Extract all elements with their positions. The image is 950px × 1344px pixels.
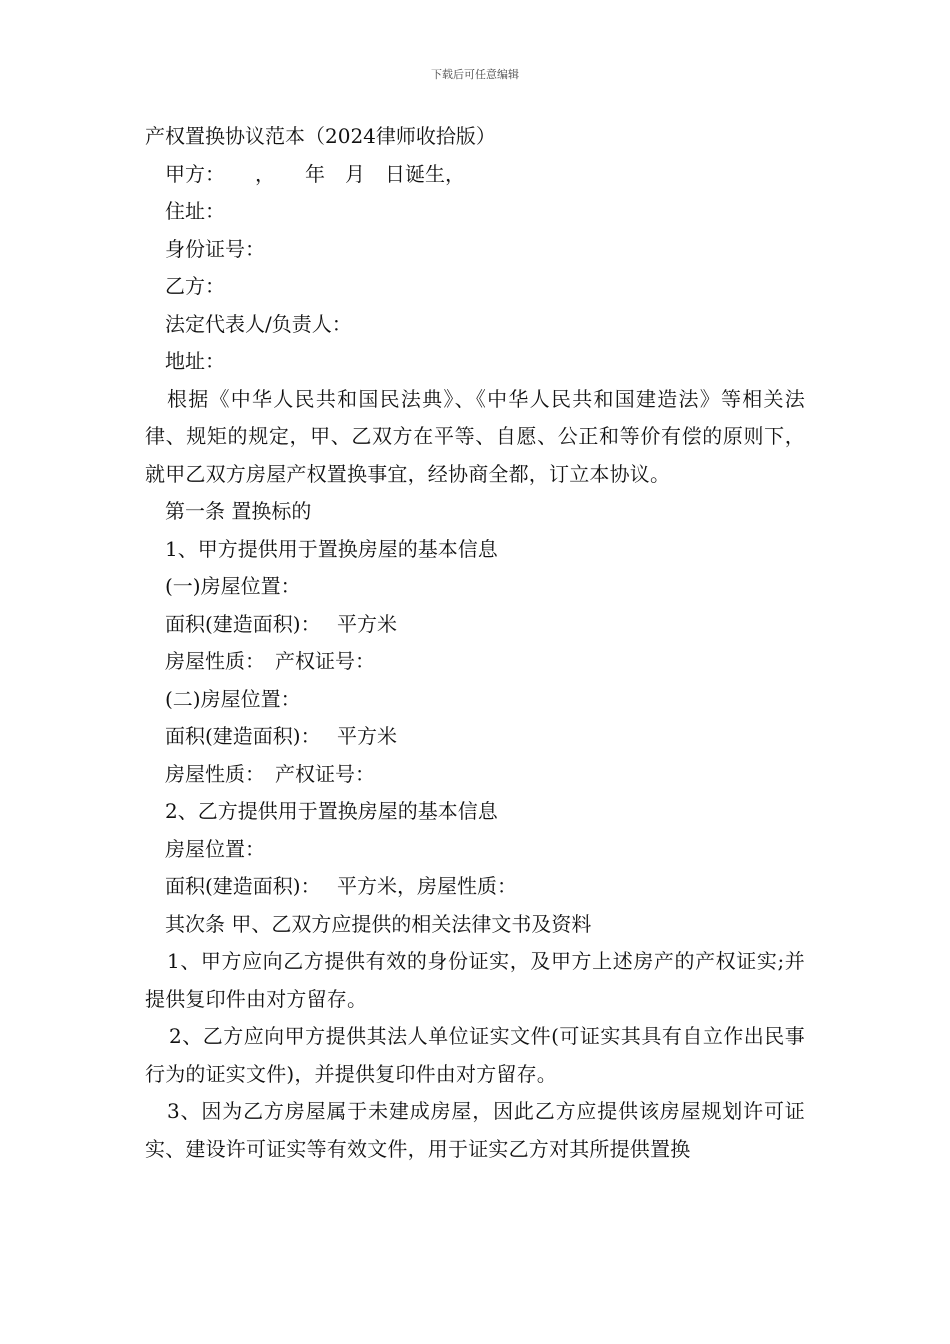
party-b-representative: 法定代表人/负责人：	[165, 311, 352, 336]
article-1-item: 面积(建造面积)： 平方米	[165, 724, 397, 748]
article-1-item: 面积(建造面积)： 平方米，房屋性质：	[165, 874, 517, 898]
article-1-item: 面积(建造面积)： 平方米	[165, 611, 397, 636]
article-1-item: (一)房屋位置：	[165, 574, 301, 598]
article-1-item: 房屋性质： 产权证号：	[165, 649, 375, 673]
article-1-item: 房屋位置：	[165, 836, 265, 861]
intro-paragraph: 根据《中华人民共和国民法典》、《中华人民共和国建造法》等相关法律、规矩的规定，甲、乙双方在平等、自愿、公正和等价有偿的原则下，就甲乙双方房屋产权置换事宜，经协商全都，订立本协议。	[145, 386, 805, 486]
article-1-heading: 第一条 置换标的	[165, 499, 312, 523]
article-2-heading: 其次条 甲、乙双方应提供的相关法律文书及资料	[165, 911, 592, 936]
party-a-address: 住址：	[165, 199, 225, 223]
document-body	[145, 118, 805, 1168]
article-1-item: (二)房屋位置：	[165, 686, 301, 711]
party-b-address: 地址：	[165, 349, 225, 373]
page-header: 下载后可任意编辑	[431, 68, 519, 81]
article-1-item: 1、甲方提供用于置换房屋的基本信息	[165, 536, 498, 561]
article-1-item: 房屋性质： 产权证号：	[165, 761, 375, 786]
party-a-id: 身份证号：	[165, 236, 265, 261]
article-2-paragraph-2: 2、乙方应向甲方提供其法人单位证实文件(可证实其具有自立作出民事行为的证实文件)，并提供复印件由对方留存。	[145, 1024, 805, 1086]
article-2-paragraph-3: 3、因为乙方房屋属于未建成房屋，因此乙方应提供该房屋规划许可证实、建设许可证实等有效文件，用于证实乙方对其所提供置换	[145, 1099, 805, 1161]
party-b-line: 乙方：	[165, 274, 225, 298]
document-title: 产权置换协议范本（2024律师收拾版）	[145, 124, 496, 148]
article-2-paragraph-1: 1、甲方应向乙方提供有效的身份证实，及甲方上述房产的产权证实;并提供复印件由对方留存。	[145, 949, 805, 1011]
article-1-item: 2、乙方提供用于置换房屋的基本信息	[165, 799, 498, 823]
party-a-line: 甲方： ， 年 月 日诞生，	[165, 161, 465, 186]
